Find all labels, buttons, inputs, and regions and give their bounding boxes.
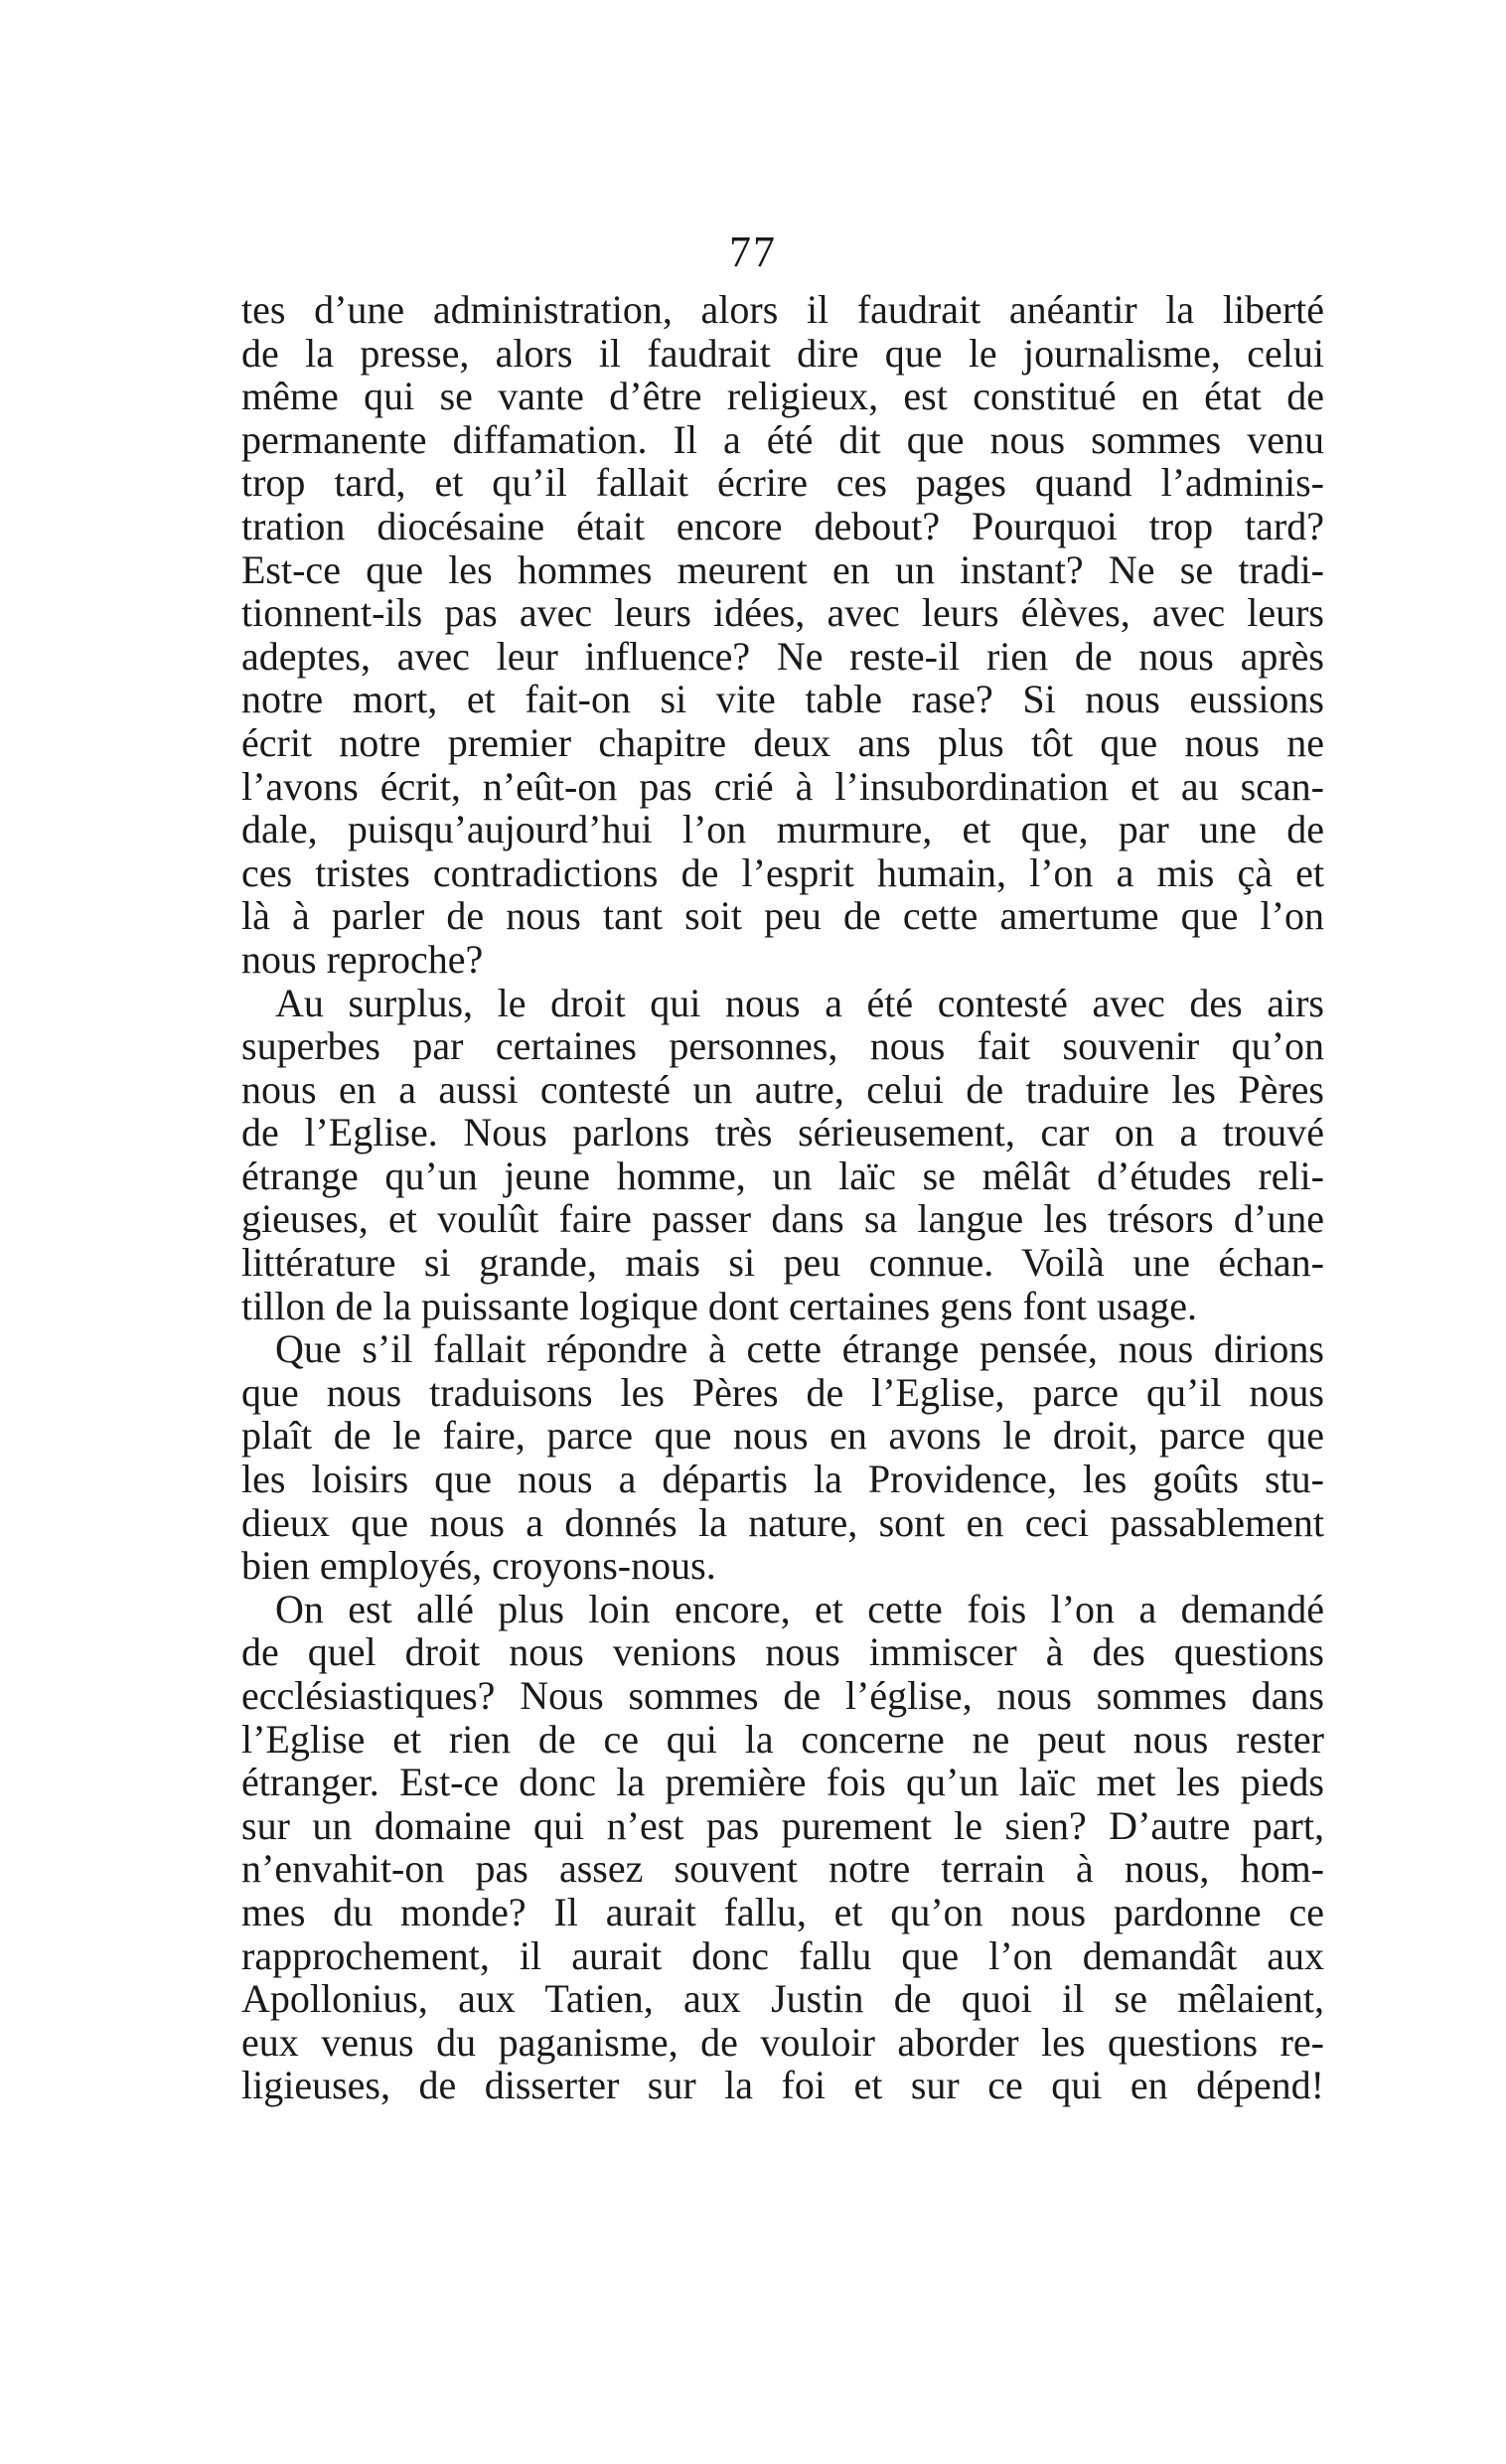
text-line: que nous traduisons les Pères de l’Eglise, parce qu’il nous	[241, 1369, 1324, 1415]
text-line: littérature si grande, mais si peu connue. Voilà une échan-	[241, 1240, 1324, 1286]
text-line: dieux que nous a donnés la nature, sont en ceci passablement	[241, 1499, 1324, 1545]
text-line: l’avons écrit, n’eût-on pas crié à l’insubordination et au scan-	[241, 763, 1324, 809]
text-line: gieuses, et voulût faire passer dans sa langue les trésors d’une	[241, 1196, 1324, 1242]
text-line: tes d’une administration, alors il faudrait anéantir la liberté	[241, 287, 1324, 332]
text-line: bien employés, croyons-nous.	[241, 1543, 716, 1589]
text-line: écrit notre premier chapitre deux ans plus tôt que nous ne	[241, 719, 1324, 765]
text-line: Au surplus, le droit qui nous a été contesté avec des airs	[275, 980, 1324, 1025]
text-line: étrange qu’un jeune homme, un laïc se mêlât d’études reli-	[241, 1153, 1324, 1198]
text-line: rapprochement, il aurait donc fallu que l’on demandât aux	[241, 1932, 1324, 1978]
body-text	[241, 288, 1324, 2107]
text-line: tillon de la puissante logique dont certaines gens font usage.	[241, 1283, 1197, 1328]
text-line: de la presse, alors il faudrait dire que le journalisme, celui	[241, 330, 1324, 376]
text-line: n’envahit-on pas assez souvent notre terrain à nous, hom-	[241, 1846, 1324, 1892]
text-line: tionnent-ils pas avec leurs idées, avec leurs élèves, avec leurs	[241, 590, 1324, 636]
text-line: étranger. Est-ce donc la première fois qu’un laïc met les pieds	[241, 1760, 1324, 1805]
text-line: l’Eglise et rien de ce qui la concerne ne peut nous rester	[241, 1716, 1324, 1762]
text-line: nous reproche?	[241, 936, 484, 982]
text-line: notre mort, et fait-on si vite table rase? Si nous eussions	[241, 677, 1324, 722]
text-line: les loisirs que nous a départis la Providence, les goûts stu-	[241, 1457, 1324, 1502]
text-line: superbes par certaines personnes, nous fait souvenir qu’on	[241, 1023, 1324, 1069]
text-line: nous en a aussi contesté un autre, celui de traduire les Pères	[241, 1066, 1324, 1112]
text-line: permanente diffamation. Il a été dit que nous sommes venu	[241, 416, 1324, 462]
text-line: Est-ce que les hommes meurent en un instant? Ne se tradi-	[241, 546, 1324, 592]
text-line: de quel droit nous venions nous immiscer à des questions	[241, 1629, 1324, 1675]
text-line: là à parler de nous tant soit peu de cette amertume que l’on	[241, 893, 1324, 939]
page-number: 77	[729, 228, 777, 276]
text-line: tration diocésaine était encore debout? Pourquoi trop tard?	[241, 503, 1324, 548]
text-line: même qui se vante d’être religieux, est constitué en état de	[241, 374, 1324, 419]
text-line: plaît de le faire, parce que nous en avons le droit, parce que	[241, 1413, 1324, 1459]
text-line: ligieuses, de disserter sur la foi et sur ce qui en dépend!	[241, 2063, 1324, 2108]
text-line: Que s’il fallait répondre à cette étrange pensée, nous dirions	[275, 1326, 1324, 1372]
text-line: ecclésiastiques? Nous sommes de l’église, nous sommes dans	[241, 1673, 1324, 1718]
text-line: de l’Eglise. Nous parlons très sérieusement, car on a trouvé	[241, 1110, 1324, 1155]
text-line: trop tard, et qu’il fallait écrire ces pages quand l’adminis-	[241, 460, 1324, 506]
text-line: sur un domaine qui n’est pas purement le sien? D’autre part,	[241, 1802, 1324, 1848]
text-line: dale, puisqu’aujourd’hui l’on murmure, et que, par une de	[241, 807, 1324, 852]
text-line: eux venus du paganisme, de vouloir aborder les questions re-	[241, 2019, 1324, 2065]
text-line: mes du monde? Il aurait fallu, et qu’on nous pardonne ce	[241, 1889, 1324, 1934]
text-line: On est allé plus loin encore, et cette fois l’on a demandé	[275, 1586, 1324, 1631]
text-line: Apollonius, aux Tatien, aux Justin de quoi il se mêlaient,	[241, 1976, 1324, 2022]
text-line: adeptes, avec leur influence? Ne reste-il rien de nous après	[241, 633, 1324, 679]
text-line: ces tristes contradictions de l’esprit humain, l’on a mis çà et	[241, 849, 1324, 895]
